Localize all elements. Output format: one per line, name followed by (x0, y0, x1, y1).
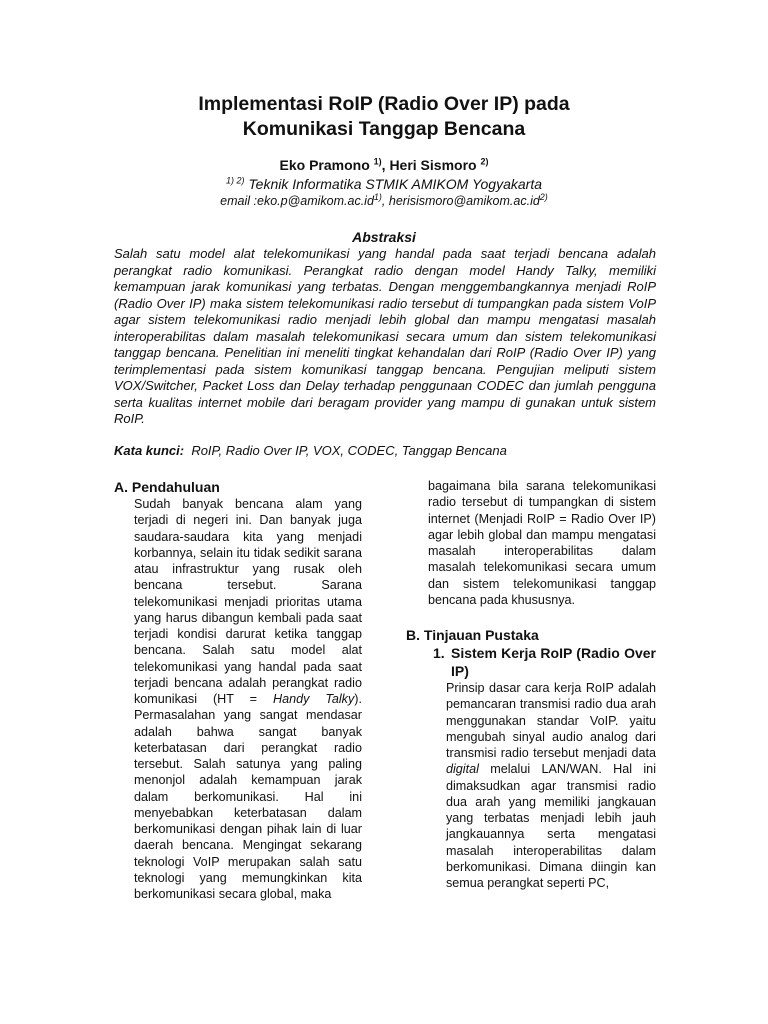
email-1: eko.p@amikom.ac.id (257, 194, 374, 208)
paper-title (100, 92, 668, 142)
keywords: RoIP, Radio Over IP, VOX, CODEC, Tanggap Bencana (191, 443, 507, 458)
keywords-label: Kata kunci: (114, 443, 185, 458)
section-a-text-2: ). Permasalahan yang sangat mendasar adalah bahwa sangat banyak keterbatasan dari perangkat radio tersebut. Salah satunya yang paling menonjol adalah kemampuan jarak dalam berkomunikasi. Hal ini menyebabkan keterbatasan dalam berkomunikasi dengan pihak lain di luar daerah bencana. Mengingat sekarang teknologi VoIP merupakan salah satu teknologi yang memungkinkan kita berkomunikasi secara global, maka (134, 692, 362, 901)
email-separator: , (381, 194, 389, 208)
section-b-text-1: Prinsip dasar cara kerja RoIP adalah pemancaran transmisi radio dua arah menggunakan standar VoIP. yaitu mengubah sinyal audio analog dari transmisi radio tersebut menjadi data (446, 681, 656, 760)
author-line (100, 156, 668, 174)
section-b-heading: B. Tinjauan Pustaka (406, 627, 539, 643)
left-column (114, 478, 362, 902)
section-b-text-2: melalui LAN/WAN. Hal ini dimaksudkan agar transmisi radio dua arah yang memiliki jangkauan yang terbatas menjadi lebih jauh jangkauannya serta mengatasi masalah interoperabilitas dalam berkomunikasi. Dimana diingin kan semua perangkat seperti PC, (446, 762, 656, 890)
title-line-1: Implementasi RoIP (Radio Over IP) pada (198, 93, 570, 115)
affiliation-line (100, 175, 668, 193)
affiliation-sup: 1) 2) (226, 175, 245, 186)
subsection-number: 1. (433, 645, 445, 661)
keywords-line (114, 443, 656, 459)
email-line (100, 193, 668, 209)
section-b-paragraph (446, 680, 656, 891)
author-2: Heri Sismoro (389, 157, 477, 173)
author-1: Eko Pramono (279, 157, 370, 173)
author-2-sup: 2) (480, 156, 489, 167)
affiliation: Teknik Informatika STMIK AMIKOM Yogyakarta (248, 176, 542, 192)
section-gap (406, 608, 656, 626)
email-prefix: email : (220, 194, 257, 208)
section-a-italic: Handy Talky (272, 692, 355, 706)
section-b-italic: digital (446, 762, 479, 777)
section-a-heading: A. Pendahuluan (114, 479, 220, 495)
abstract-heading: Abstraksi (352, 229, 416, 245)
email-2-sup: 2) (539, 191, 548, 202)
abstract-text: Salah satu model alat telekomunikasi yang handal pada saat terjadi bencana adalah perangkat radio komunikasi. Perangkat radio dengan model Handy Talky, memiliki kemampuan jarak komunikasi yang terbatas. Dengan menggembangkannya menjadi RoIP (Radio Over IP) maka sistem telekomunikasi radio tersebut di tumpangkan pada sistem VoIP agar sistem telekomunikasi radio menjadi lebih global dan mampu mengatasi masalah interoperabilitas dalam masalah telekomunikasi secara umum dan sistem telekomunikasi tanggap bencana. Penelitian ini meneliti tingkat kehandalan dari RoIP (Radio Over IP) yang terimplementasi pada sistem komunikasi tanggap bencana. Pengujian meliputi sistem VOX/Switcher, Packet Loss dan Delay terhadap penggunaan CODEC dan jumlah pengguna serta kualitas internet mobile dari beragam provider yang mampu di gunakan untuk sistem RoIP. (114, 246, 656, 426)
section-a-text-1: Sudah banyak bencana alam yang terjadi di negeri ini. Dan banyak juga saudara-saudara kita yang menjadi korbannya, selain itu tidak sedikit sarana atau infrastruktur yang rusak oleh bencana tersebut. Sarana telekomunikasi menjadi prioritas utama yang harus dibangun kembali pada saat terjadi kondisi darurat ketika tanggap bencana. Salah satu model alat telekomunikasi yang handal pada saat terjadi bencana adalah perangkat radio komunikasi (HT = (134, 497, 362, 706)
right-column (406, 478, 656, 891)
section-a-continued: bagaimana bila sarana telekomunikasi radio tersebut di tumpangkan di sistem internet (Menjadi RoIP = Radio Over IP) agar lebih global dan mampu mengatasi masalah interoperabilitas dalam masalah telekomunikasi secara umum dan sistem telekomunikasi tanggap bencana pada khususnya. (428, 479, 656, 607)
title-line-2: Komunikasi Tanggap Bencana (242, 118, 526, 140)
email-2: herisismoro@amikom.ac.id (388, 194, 540, 208)
subsection-title: Sistem Kerja RoIP (Radio Over IP) (451, 645, 656, 679)
author-separator: , (381, 157, 390, 173)
subsection-1-heading (433, 644, 656, 680)
author-1-sup: 1) (373, 156, 382, 167)
email-1-sup: 1) (373, 191, 382, 202)
section-a-paragraph (134, 496, 362, 902)
